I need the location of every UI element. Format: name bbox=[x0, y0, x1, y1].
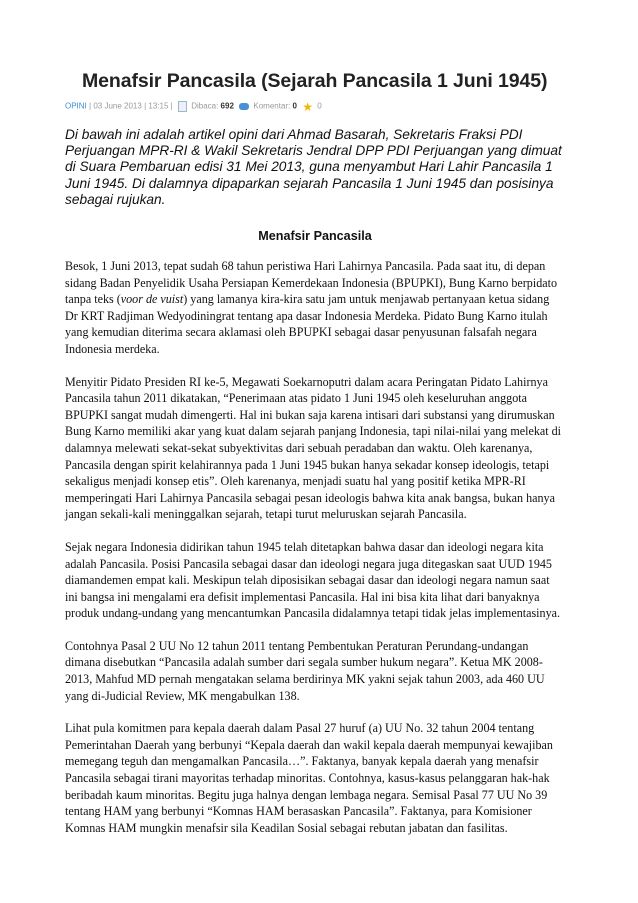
meta-separator: | bbox=[144, 101, 149, 111]
star-icon[interactable]: ★ bbox=[302, 99, 313, 114]
italic-phrase: voor de vuist bbox=[120, 292, 184, 307]
views-count: 692 bbox=[220, 101, 234, 111]
article-title: Menafsir Pancasila (Sejarah Pancasila 1 Juni 1945) bbox=[82, 70, 548, 92]
comments-count: 0 bbox=[292, 101, 297, 111]
article-lead: Di bawah ini adalah artikel opini dari Ahmad Basarah, Sekretaris Fraksi PDI Perjuangan MPR-RI & Wakil Sekretaris Jendral DPP PDI Perjuangan yang dimuat di Suara Pembaruan edisi 31 Mei 2013, guna menyambut Hari Lahir Pancasila 1 Juni 1945. Di dalamnya dipaparkan sejarah Pancasila 1 Juni 1945 dan posisinya sebagai rujukan. bbox=[65, 127, 562, 207]
paragraph-4: Contohnya Pasal 2 UU No 12 tahun 2011 tentang Pembentukan Peraturan Perundang-undangan dimana disebutkan “Pancasila adalah sumber dari segala sumber hukum negara”. Ketua MK 2008-2013, Mahfud MD pernah mengatakan selama berdirinya MK yakni sejak tahun 2003, ada 460 UU yang di-Judicial Review, MK mengabulkan 138. bbox=[65, 638, 545, 703]
paragraph-3: Sejak negara Indonesia didirikan tahun 1945 telah ditetapkan bahwa dasar dan ideologi negara kita adalah Pancasila. Posisi Pancasila sebagai dasar dan ideologi negara juga ditegaskan saat UUD 1945 diamandemen empat kali. Meskipun telah diposisikan sebagai dasar dan ideologi negara namun saat ini bangsa ini mengalami era defisit implementasi Pancasila. Hal ini bisa kita lihat dari banyaknya produk undang-undang yang mencantumkan Pancasila didalamnya tetapi tidak jelas implementasinya. bbox=[65, 539, 561, 621]
publish-date: 03 June 2013 bbox=[93, 101, 142, 111]
publish-time: 13:15 bbox=[148, 101, 169, 111]
paragraph-2: Menyitir Pidato Presiden RI ke-5, Megawati Soekarnoputri dalam acara Peringatan Pidato Lahirnya Pancasila tahun 2011 dikatakan, “Penerimaan atas pidato 1 Juni 1945 oleh keseluruhan anggota BPUPKI sangat mudah dimengerti. Hal ini bukan saja karena intisari dari substansi yang dirumuskan Bung Karno memiliki akar yang kuat dalam sejarah panjang Indonesia, tapi nilai-nilai yang melekat di dalamnya melewati sekat-sekat subyektivitas dari sebuah peradaban dan waktu. Oleh karenanya, Pancasila dengan spirit kelahirannya pada 1 Juni 1945 bukan hanya sekadar konsep ideologis, tetapi sekaligus menjadi konsep etis”. Oleh karenanya, menjadi suatu hal yang positif ketika MPR-RI memperingati Hari Lahirnya Pancasila sebagai pesan ideologis bahwa kita anak bangsa, bukan hanya jangan sekali-kali meninggalkan sejarah, tetapi turut meluruskan sejarah Pancasila. bbox=[65, 374, 562, 522]
meta-separator: | bbox=[170, 101, 175, 111]
article-subheading: Menafsir Pancasila bbox=[258, 229, 372, 243]
paragraph-5: Lihat pula komitmen para kepala daerah dalam Pasal 27 huruf (a) UU No. 32 tahun 2004 tentang Pemerintahan Daerah yang berbunyi “Kepala daerah dan wakil kepala daerah mempunyai kewajiban memegang teguh dan mengamalkan Pancasila…”. Faktanya, banyak kepala daerah yang menafsir Pancasila sebagai tirani mayoritas terhadap minoritas. Contohnya, kasus-kasus pelanggaran hak-hak beribadah kaum minoritas. Begitu juga halnya dengan lembaga negara. Semisal Pasal 77 UU No 39 tentang HAM yang berbunyi “Komnas HAM berasaskan Pancasila”. Faktanya, para Komisioner Komnas HAM mungkin menafsir sila Keadilan Sosial sebagai rebutan jabatan dan fasilitas. bbox=[65, 721, 553, 835]
document-icon bbox=[178, 101, 187, 112]
views-label: Dibaca: bbox=[191, 101, 219, 111]
article-meta bbox=[65, 101, 322, 113]
meta-separator: | bbox=[89, 101, 94, 111]
category-link[interactable]: OPINI bbox=[65, 101, 87, 111]
paragraph-1: Besok, 1 Juni 2013, tepat sudah 68 tahun peristiwa Hari Lahirnya Pancasila. Pada saat itu, di depan sidang Badan Penyelidik Usaha Persiapan Kemerdekaan Indonesia (BPUPKI), Bung Karno berpidato tanpa teks (voor de vuist) yang lamanya kira-kira satu jam untuk menjawab pertanyaan ketua sidang Dr KRT Radjiman Wedyodiningrat tentang apa dasar Indonesia Merdeka. Pidato Bung Karno itulah yang kemudian diterima secara aklamasi oleh BPUPKI sebagai dasar penyusunan falsafah negara Indonesia merdeka. bbox=[65, 259, 558, 356]
comments-label: Komentar: bbox=[253, 101, 291, 111]
article-body bbox=[65, 258, 565, 852]
rating-count: 0 bbox=[317, 101, 322, 111]
comment-icon[interactable] bbox=[239, 103, 249, 110]
